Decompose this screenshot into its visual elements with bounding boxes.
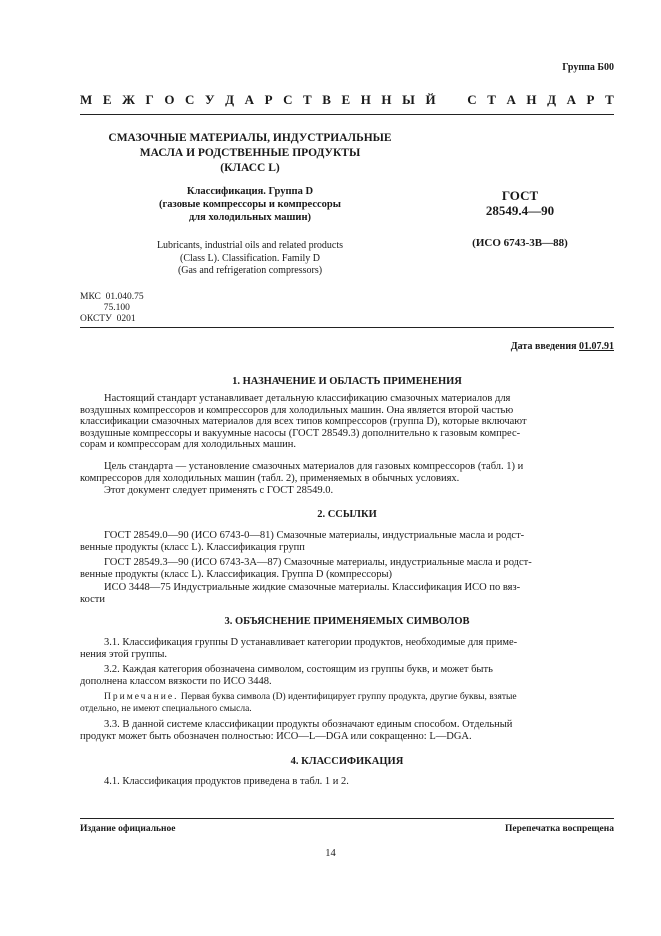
english-title [80,240,420,278]
section-2-heading: 2. ССЫЛКИ [317,509,377,520]
introduction-date [511,341,614,352]
text-line: ГОСТ 28549.3—90 (ИСО 6743-3А—87) Смазочные материалы, индустриальные масла и родст- [104,557,532,568]
text-line: дополнена классом вязкости по ИСО 3448. [80,675,272,687]
banner-letter: Д [225,92,235,107]
text-line: ГОСТ 28549.0—90 (ИСО 6743-0—81) Смазочные материалы, индустриальные масла и родст- [104,530,525,541]
section-1-paragraph-1 [80,393,614,451]
banner-letter: Н [526,92,537,107]
reference-3 [80,582,614,605]
paragraph-3-1 [80,637,614,660]
group-code: Группа Б00 [562,62,614,73]
intro-date-value: 01.07.91 [579,341,614,352]
text-line: 3.2. Каждая категория обозначена символом, состоящим из группы букв, и может быть [104,664,493,675]
banner-letter: М [80,92,93,107]
text-line: воздушные компрессоры и вакуумные насосы (ГОСТ 28549.3) дополнительно к газовым компрес- [80,427,521,439]
note [80,692,614,715]
section-4-heading: 4. КЛАССИФИКАЦИЯ [290,756,404,767]
gost-label: ГОСТ [501,188,539,203]
banner-letter: В [322,92,331,107]
text-line: 3.1. Классификация группы D устанавливает категории продуктов, необходимые для приме- [104,637,518,648]
banner-letter: С [283,92,293,107]
text-line: продукт может быть обозначен полностью: ИСО—L—DGA или сокращенно: L—DGA. [80,730,472,742]
english-title-line: Lubricants, industrial oils and related products [156,240,344,251]
code-line: МКС 01.040.75 [80,292,144,302]
banner-letter: С [185,92,195,107]
text-line: Цель стандарта — установление смазочных материалов для газовых компрессоров (табл. 1) и [104,461,524,472]
banner-letter: Т [303,92,312,107]
paragraph-3-2 [80,664,614,687]
banner-letter: Р [264,92,273,107]
banner-letter: Е [341,92,351,107]
gost-code: 28549.4—90 [485,203,555,218]
text-line: 4.1. Классификация продуктов приведена в табл. 1 и 2. [104,776,349,787]
header-rule [80,114,614,115]
subtitle-line: Классификация. Группа D [186,186,314,197]
banner-letter: Н [381,92,392,107]
note-label: Примечание. [104,692,179,702]
banner-letter: С [467,92,477,107]
banner-letter: Т [487,92,496,107]
code-line: ОКСТУ 0201 [80,314,136,324]
text-line: классификации смазочных материалов для всех типов компрессоров (группа D), которые включают [80,416,527,427]
text-line: воздушных компрессоров и компрессоров для холодильных машин. Она является второй частью [80,404,514,416]
english-title-line: (Class L). Classification. Family D [180,252,320,264]
text-line: венные продукты (класс L). Классификация. Группа D (компрессоры) [80,568,392,580]
banner-letter: Г [145,92,154,107]
standard-banner [80,92,614,108]
reference-1 [80,530,614,553]
reference-2 [80,557,614,580]
reprint-prohibited-label: Перепечатка воспрещена [504,824,614,834]
footer-rule [80,818,614,819]
section-1-paragraph-3 [80,485,614,497]
banner-letter: Н [360,92,371,107]
text-line: нения этой группы. [80,648,168,660]
banner-letter: Ы [402,92,415,107]
banner-letter: Й [425,92,436,107]
note-text: Первая буква символа (D) идентифицирует группу продукта, другие буквы, взятые [180,692,517,702]
banner-letter: О [164,92,175,107]
text-line: отдельно, не имеют специального смысла. [80,703,252,714]
text-line: Настоящий стандарт устанавливает детальную классификацию смазочных материалов для [104,393,511,404]
text-line: кости [80,593,105,605]
banner-letter: Р [586,92,595,107]
banner-letter: У [204,92,215,107]
gost-number [460,188,580,218]
title-line: СМАЗОЧНЫЕ МАТЕРИАЛЫ, ИНДУСТРИАЛЬНЫЕ [108,132,392,144]
page-number: 14 [325,848,336,859]
text-line: Этот документ следует применять с ГОСТ 28549.0. [104,485,334,496]
text-line: сорам и компрессорам для холодильных машин. [80,439,297,450]
codes-rule [80,327,614,328]
official-edition-label: Издание официальное [80,824,176,834]
banner-letter: А [566,92,576,107]
banner-letter: А [506,92,516,107]
subtitle-line: (газовые компрессоры и компрессоры [159,199,341,210]
document-subtitle [80,185,420,224]
banner-letter: Е [102,92,112,107]
intro-date-label: Дата введения [510,341,577,352]
iso-reference: (ИСО 6743-3В—88) [472,237,568,249]
paragraph-4-1 [80,776,614,788]
classification-codes [80,292,144,325]
paragraph-3-3 [80,719,614,742]
text-line: компрессоров для холодильных машин (табл. 2), применяемых в обычных условиях. [80,472,460,484]
text-line: 3.3. В данной системе классификации продукты обозначают единым способом. Отдельный [104,719,513,730]
document-title [80,131,420,176]
text-line: венные продукты (класс L). Классификация групп [80,541,305,553]
section-1-heading: 1. НАЗНАЧЕНИЕ И ОБЛАСТЬ ПРИМЕНЕНИЯ [232,376,462,387]
title-line: МАСЛА И РОДСТВЕННЫЕ ПРОДУКТЫ [139,147,361,159]
section-3-heading: 3. ОБЪЯСНЕНИЕ ПРИМЕНЯЕМЫХ СИМВОЛОВ [224,616,470,627]
english-title-line: (Gas and refrigeration compressors) [177,265,323,276]
title-line: (КЛАСС L) [220,162,280,174]
code-line: 75.100 [80,303,130,313]
banner-letter: Д [547,92,557,107]
banner-letter: А [244,92,254,107]
section-1-paragraph-2 [80,461,614,484]
banner-letter: Т [605,92,614,107]
text-line: ИСО 3448—75 Индустриальные жидкие смазочные материалы. Классификация ИСО по вяз- [104,582,521,593]
banner-letter: Ж [122,92,135,107]
subtitle-line: для холодильных машин) [188,212,312,223]
